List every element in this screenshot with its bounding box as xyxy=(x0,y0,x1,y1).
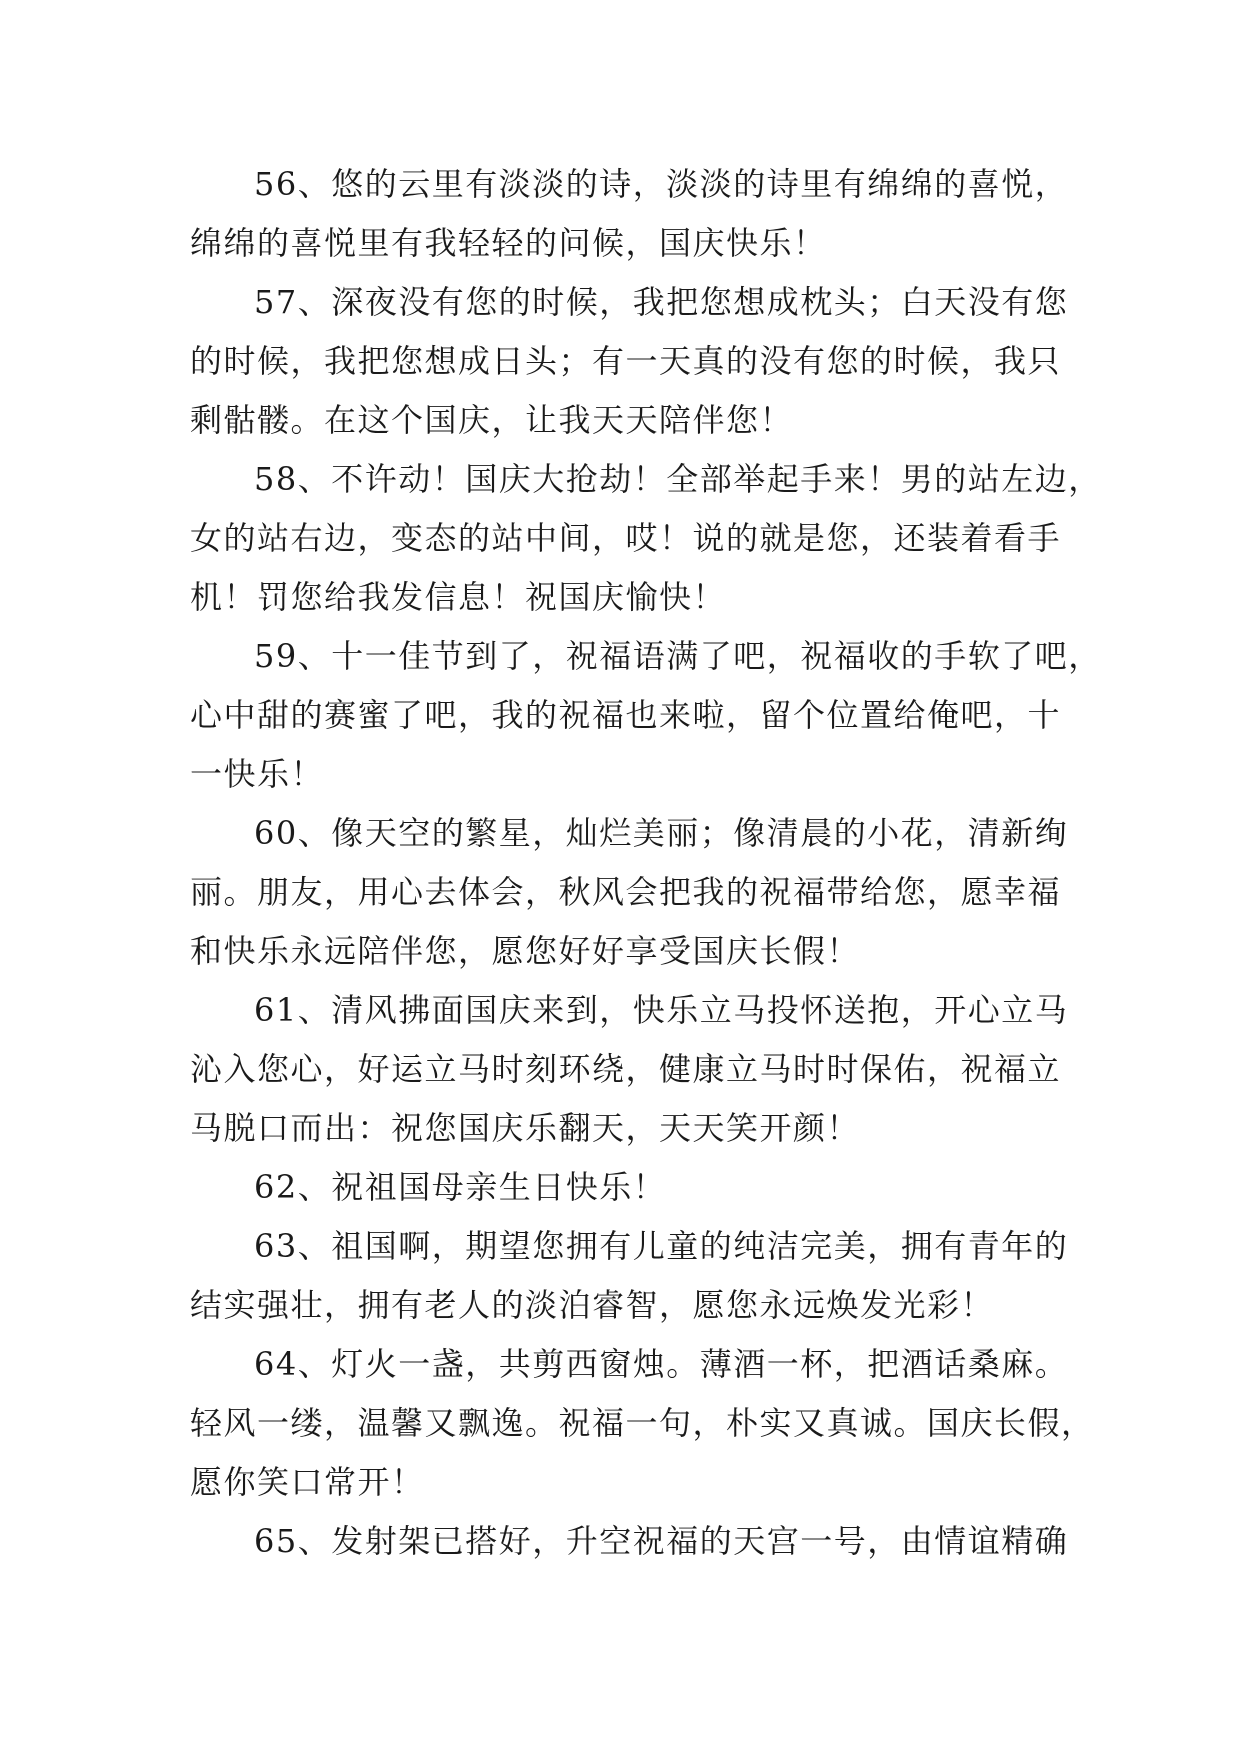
paragraph-56 xyxy=(190,155,1069,273)
paragraph-line: 62、祝祖国母亲生日快乐！ xyxy=(254,1168,667,1206)
paragraph-line: 心中甜的赛蜜了吧，我的祝福也来啦，留个位置给俺吧，十 xyxy=(190,696,1062,734)
paragraph-57 xyxy=(190,273,1069,450)
paragraph-line: 64、灯火一盏，共剪西窗烛。薄酒一杯，把酒话桑麻。 xyxy=(254,1345,1069,1383)
paragraph-line: 剩骷髅。在这个国庆，让我天天陪伴您！ xyxy=(190,401,794,439)
paragraph-63 xyxy=(190,1217,1069,1335)
paragraph-58 xyxy=(190,450,1102,627)
paragraph-line: 57、深夜没有您的时候，我把您想成枕头；白天没有您 xyxy=(254,283,1069,321)
paragraph-line: 的时候，我把您想成日头；有一天真的没有您的时候，我只 xyxy=(190,342,1062,380)
paragraph-line: 60、像天空的繁星，灿烂美丽；像清晨的小花，清新绚 xyxy=(254,814,1069,852)
document-body xyxy=(190,155,1102,1571)
paragraph-line: 轻风一缕，温馨又飘逸。祝福一句，朴实又真诚。国庆长假， xyxy=(190,1404,1095,1442)
paragraph-62 xyxy=(190,1158,1055,1217)
paragraph-line: 机！罚您给我发信息！祝国庆愉快！ xyxy=(190,578,727,616)
paragraph-line: 和快乐永远陪伴您，愿您好好享受国庆长假！ xyxy=(190,932,861,970)
paragraph-line: 63、祖国啊，期望您拥有儿童的纯洁完美，拥有青年的 xyxy=(254,1227,1069,1265)
paragraph-line: 56、悠的云里有淡淡的诗，淡淡的诗里有绵绵的喜悦， xyxy=(254,165,1069,203)
paragraph-65 xyxy=(190,1512,1069,1571)
paragraph-line: 59、十一佳节到了，祝福语满了吧，祝福收的手软了吧， xyxy=(254,637,1102,675)
paragraph-line: 结实强壮，拥有老人的淡泊睿智，愿您永远焕发光彩！ xyxy=(190,1286,995,1324)
paragraph-60 xyxy=(190,804,1069,981)
paragraph-line: 愿你笑口常开！ xyxy=(190,1463,425,1501)
paragraph-61 xyxy=(190,981,1069,1158)
paragraph-line: 女的站右边，变态的站中间，哎！说的就是您，还装着看手 xyxy=(190,519,1062,557)
paragraph-line: 61、清风拂面国庆来到，快乐立马投怀送抱，开心立马 xyxy=(254,991,1069,1029)
paragraph-line: 丽。朋友，用心去体会，秋风会把我的祝福带给您，愿幸福 xyxy=(190,873,1062,911)
paragraph-line: 65、发射架已搭好，升空祝福的天宫一号，由情谊精确 xyxy=(254,1522,1069,1560)
paragraph-59 xyxy=(190,627,1102,804)
paragraph-line: 马脱口而出：祝您国庆乐翻天，天天笑开颜！ xyxy=(190,1109,861,1147)
paragraph-64 xyxy=(190,1335,1095,1512)
paragraph-line: 沁入您心，好运立马时刻环绕，健康立马时时保佑，祝福立 xyxy=(190,1050,1062,1088)
paragraph-line: 一快乐！ xyxy=(190,755,325,793)
paragraph-line: 绵绵的喜悦里有我轻轻的问候，国庆快乐！ xyxy=(190,224,827,262)
paragraph-line: 58、不许动！国庆大抢劫！全部举起手来！男的站左边， xyxy=(254,460,1102,498)
